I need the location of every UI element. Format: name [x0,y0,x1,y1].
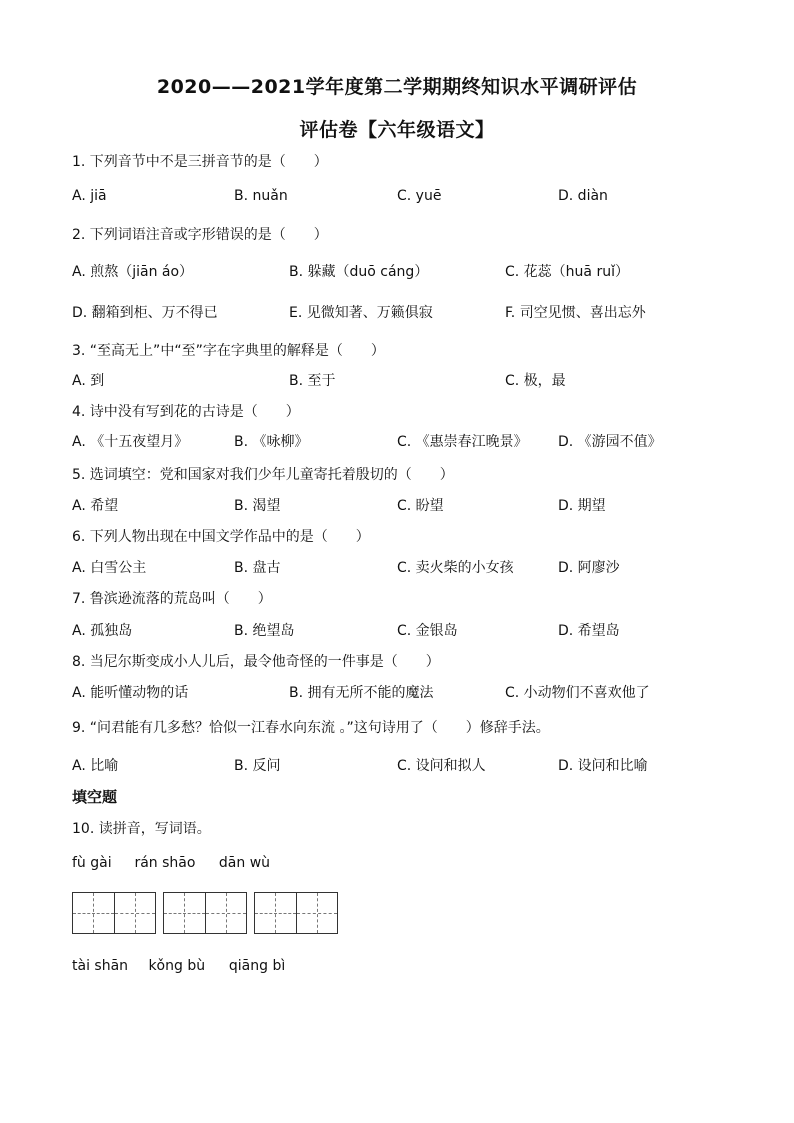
option-b: B. nuǎn [234,188,288,204]
option-a: A. 比喻 [72,758,119,774]
option-f: F. 司空见惯、喜出忘外 [505,305,646,321]
option-b: B. 至于 [289,373,336,389]
option-d: D. 希望岛 [558,623,620,639]
option-a: A. 《十五夜望月》 [72,434,189,450]
option-d: D. 设问和比喻 [558,758,648,774]
pinyin-word: tài shān [72,958,129,974]
question-3: 3. “至高无上”中“至”字在字典里的解释是（ ） [72,343,385,359]
option-a: A. 到 [72,373,105,389]
question-9-options [72,755,722,775]
option-a: A. 煎熬（jiān áo） [72,264,194,280]
option-c: C. 盼望 [397,498,444,514]
option-b: B. 渴望 [234,498,281,514]
question-6: 6. 下列人物出现在中国文学作品中的是（ ） [72,529,370,545]
exam-title: 2020——2021学年度第二学期期终知识水平调研评估 [156,76,638,98]
writing-box-1[interactable] [72,892,156,934]
character-cell[interactable] [297,893,338,933]
pinyin-word: rán shāo [134,855,196,871]
option-c: C. 金银岛 [397,623,458,639]
pinyin-word: qiāng bì [228,958,286,974]
character-cell[interactable] [255,893,297,933]
option-a: A. jiā [72,188,107,204]
option-c: C. 《惠崇春江晚景》 [397,434,528,450]
option-c: C. 小动物们不喜欢他了 [505,685,650,701]
option-d: D. diàn [558,188,608,204]
option-c: C. 卖火柴的小女孩 [397,560,514,576]
option-a: A. 希望 [72,498,119,514]
pinyin-row-2 [72,958,285,974]
option-d: D. 期望 [558,498,606,514]
exam-subtitle: 评估卷【六年级语文】 [299,119,495,141]
question-6-options [72,557,722,577]
question-4: 4. 诗中没有写到花的古诗是（ ） [72,404,300,420]
option-c: C. 设问和拟人 [397,758,486,774]
question-8-options [72,682,722,702]
question-10: 10. 读拼音，写词语。 [72,821,211,837]
question-2-options-row1 [72,261,722,281]
question-3-options [72,370,722,390]
option-b: B. 《咏柳》 [234,434,309,450]
option-c: C. 极，最 [505,373,566,389]
character-cell[interactable] [206,893,247,933]
writing-box-2[interactable] [163,892,247,934]
option-d: D. 翻箱到柜、万不得已 [72,305,218,321]
question-4-options [72,431,722,451]
question-9: 9. “问君能有几多愁？恰似一江春水向东流 。”这句诗用了（ ）修辞手法。 [72,720,550,736]
question-2-options-row2 [72,302,722,322]
option-e: E. 见微知著、万籁俱寂 [289,305,433,321]
section-heading-fill-in: 填空题 [72,788,118,806]
option-b: B. 反问 [234,758,281,774]
option-b: B. 盘古 [234,560,281,576]
character-cell[interactable] [73,893,115,933]
question-7: 7. 鲁滨逊流落的荒岛叫（ ） [72,591,272,607]
question-1-options [72,188,722,208]
pinyin-word: dān wù [218,855,271,871]
character-cell[interactable] [115,893,156,933]
pinyin-word: kǒng bù [148,958,206,974]
option-a: A. 白雪公主 [72,560,147,576]
pinyin-word: fù gài [72,855,112,871]
option-a: A. 孤独岛 [72,623,133,639]
option-b: B. 绝望岛 [234,623,295,639]
option-d: D. 阿廖沙 [558,560,620,576]
writing-box-3[interactable] [254,892,338,934]
option-c: C. 花蕊（huā ruǐ） [505,264,629,280]
pinyin-row-1 [72,855,270,871]
question-8: 8. 当尼尔斯变成小人儿后，最令他奇怪的一件事是（ ） [72,654,440,670]
option-a: A. 能听懂动物的话 [72,685,189,701]
question-5: 5. 选词填空：党和国家对我们少年儿童寄托着殷切的（ ） [72,467,454,483]
character-cell[interactable] [164,893,206,933]
option-b: B. 躲藏（duō cáng） [289,264,429,280]
question-2: 2. 下列词语注音或字形错误的是（ ） [72,227,328,243]
option-b: B. 拥有无所不能的魔法 [289,685,434,701]
option-c: C. yuē [397,188,442,204]
option-d: D. 《游园不值》 [558,434,662,450]
question-1: 1. 下列音节中不是三拼音节的是（ ） [72,154,328,170]
question-5-options [72,495,722,515]
question-7-options [72,620,722,640]
